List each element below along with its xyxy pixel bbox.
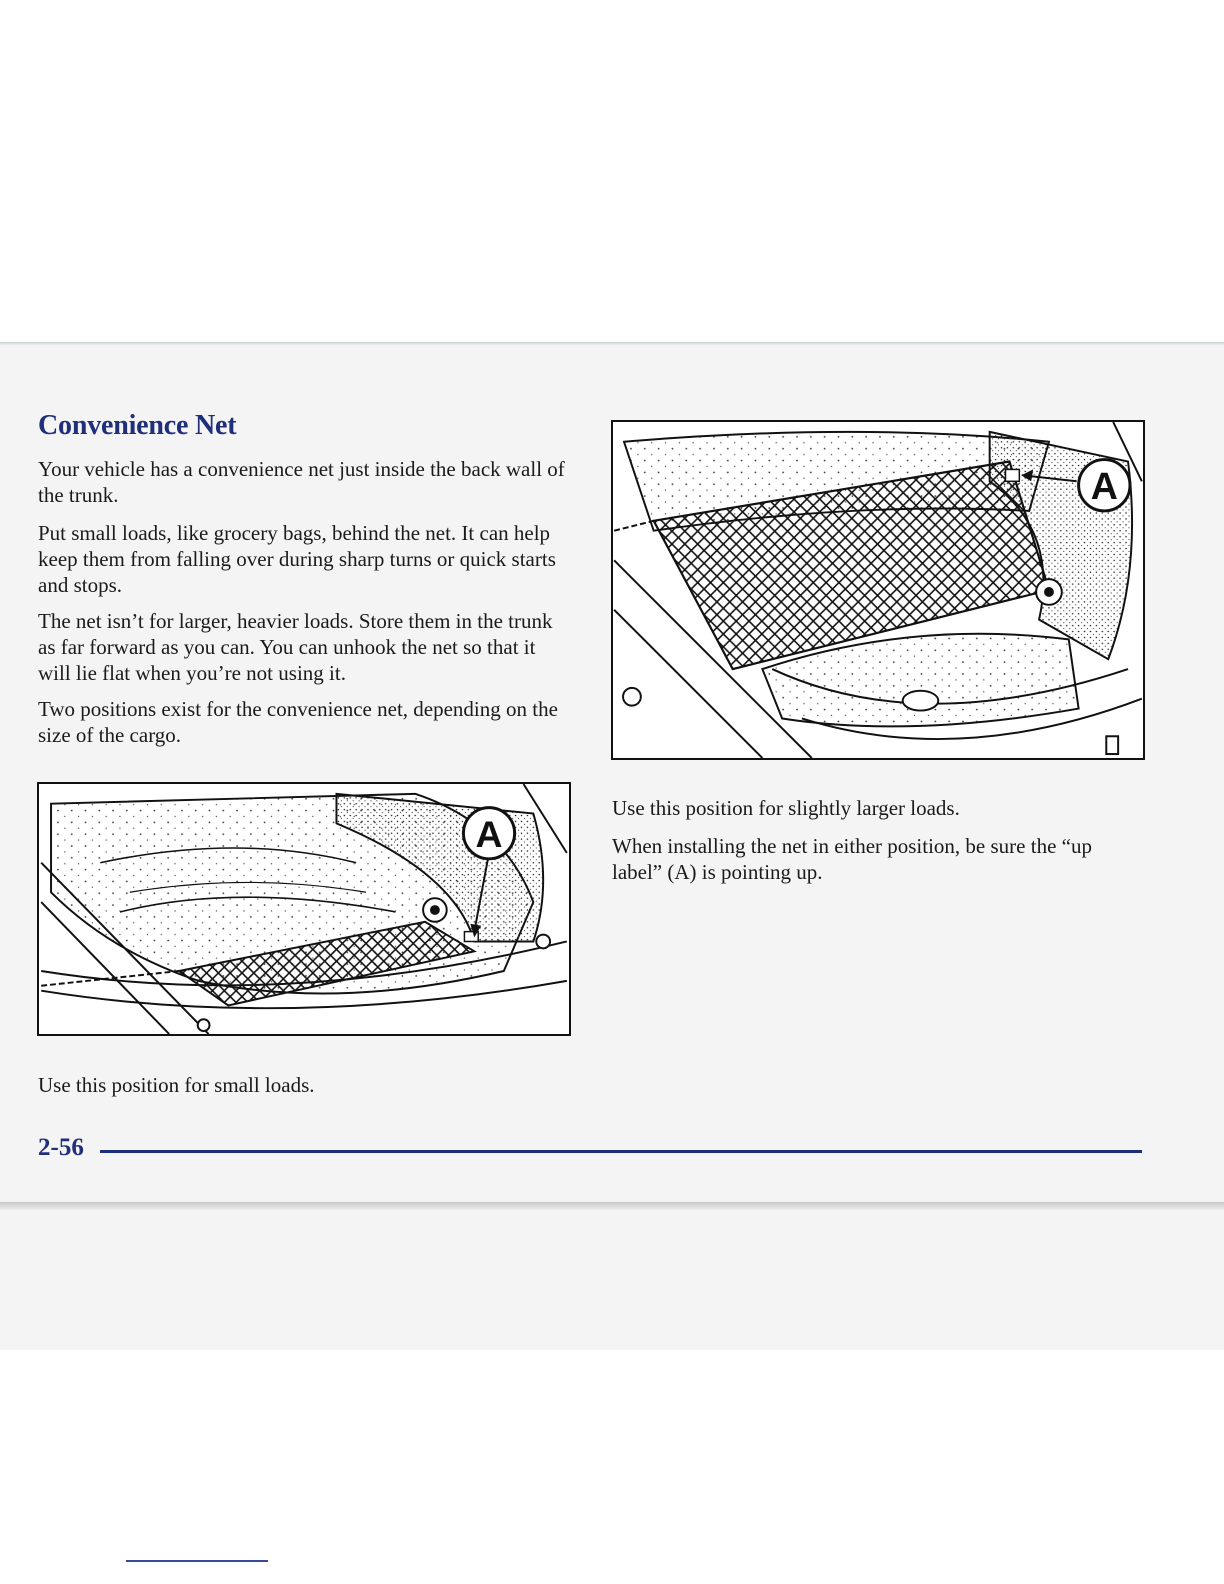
callout-a-label-left: A (475, 812, 503, 855)
paragraph-heavy-loads: The net isn’t for larger, heavier loads. Store them in the trunk as far forward as you can. You can unhook the net so that it will lie flat when you’re not using it. (38, 609, 553, 685)
trunk-net-drawing-large (613, 422, 1143, 758)
trunk-net-drawing-small (39, 784, 569, 1034)
page-top-edge (0, 342, 1224, 345)
caption-up-label-note: When installing the net in either position, be sure the “up label” (A) is pointing up. (612, 834, 1092, 884)
page-number: 2-56 (38, 1134, 84, 1161)
illustration-larger-load-position (611, 420, 1145, 760)
section-title: Convenience Net (38, 410, 237, 441)
footer-rule (100, 1150, 1142, 1153)
paragraph-positions: Two positions exist for the convenience net, depending on the size of the cargo. (38, 697, 558, 747)
illustration-small-load-position (37, 782, 571, 1036)
page-bottom-edge (0, 1202, 1224, 1210)
bottom-corner-rule (126, 1560, 268, 1562)
paragraph-intro: Your vehicle has a convenience net just inside the back wall of the trunk. (38, 457, 565, 507)
caption-small-loads: Use this position for small loads. (38, 1073, 315, 1097)
callout-a-label-right: A (1090, 465, 1118, 508)
paragraph-small-loads: Put small loads, like grocery bags, behind the net. It can help keep them from falling over during sharp turns or quick starts and stops. (38, 521, 556, 597)
caption-larger-loads: Use this position for slightly larger loads. (612, 796, 960, 820)
